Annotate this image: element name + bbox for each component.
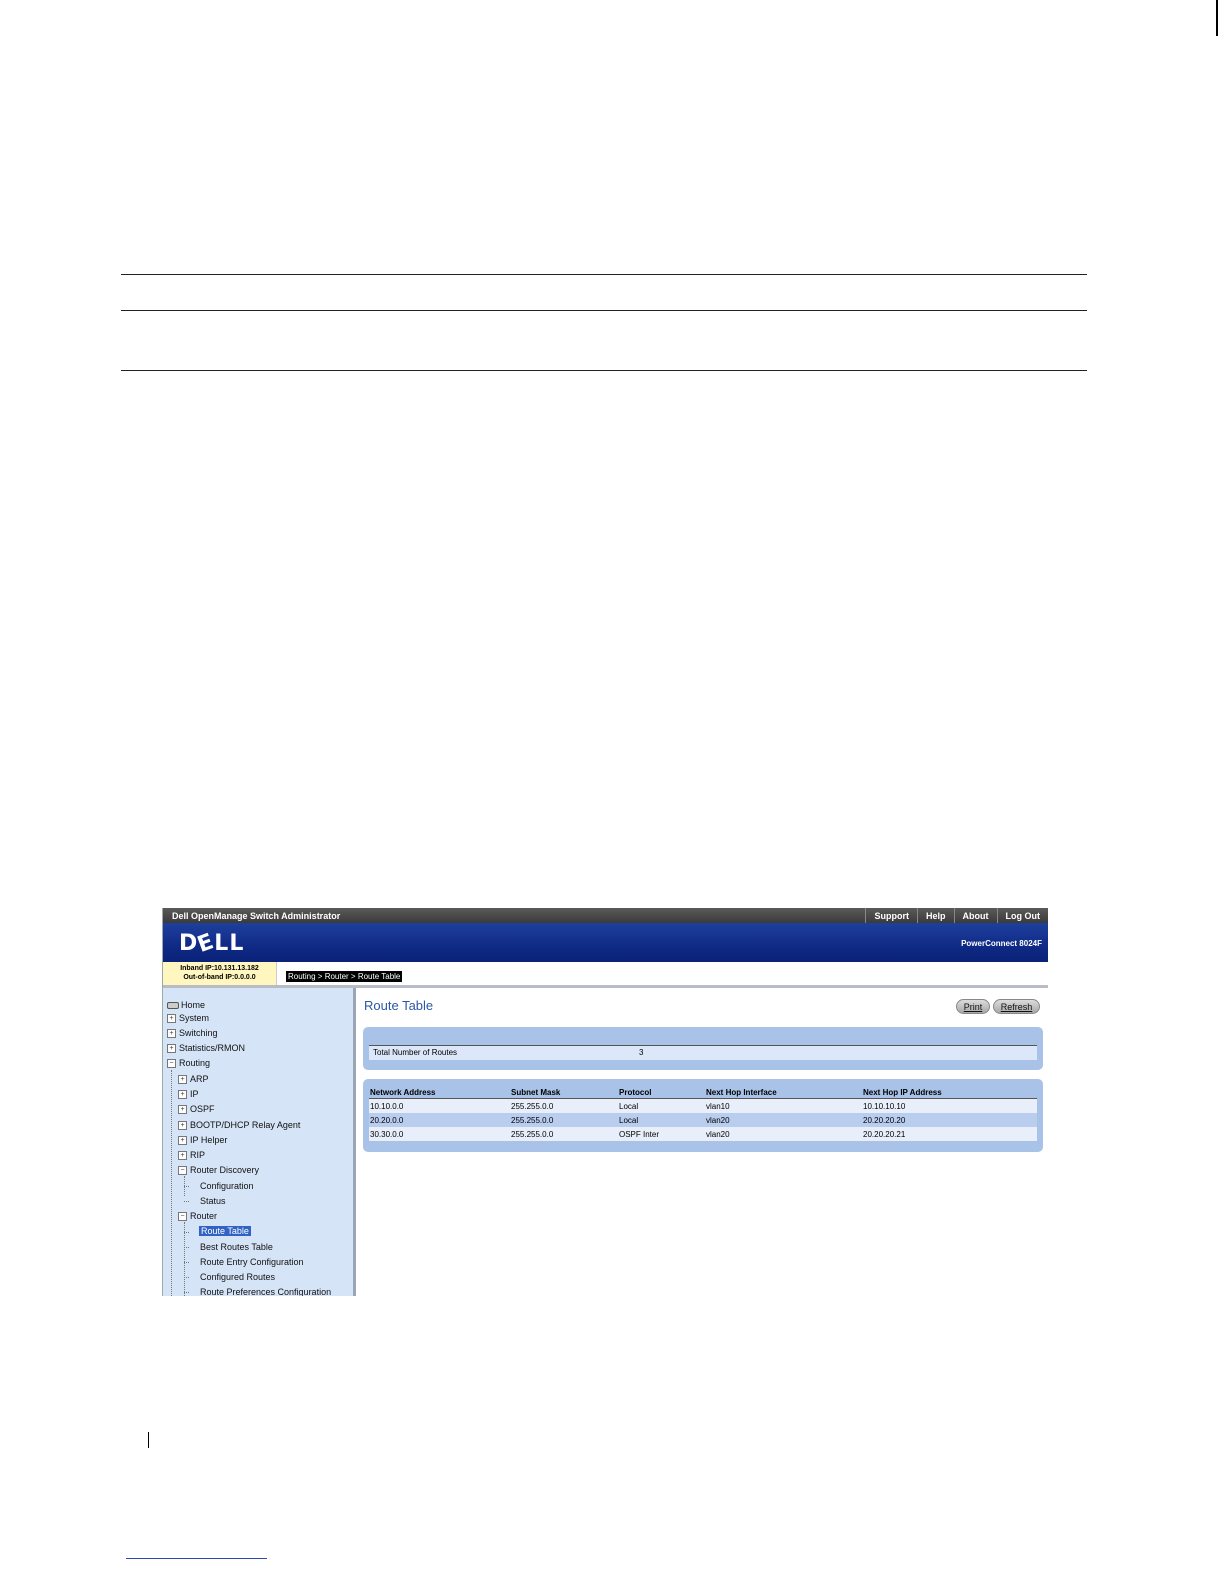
refresh-button[interactable]: Refresh	[993, 999, 1040, 1014]
outband-ip: Out-of-band IP:0.0.0.0	[183, 974, 256, 981]
sidebar-item-label: RIP	[190, 1150, 206, 1160]
summary-row	[369, 1045, 1037, 1060]
tree-line-router	[184, 1222, 185, 1296]
sidebar-item-home[interactable]	[167, 1000, 205, 1010]
sidebar-item-label: Statistics/RMON	[179, 1043, 246, 1053]
sidebar-item-label: Route Table	[201, 1226, 249, 1236]
support-link[interactable]: Support	[865, 908, 917, 923]
home-icon	[167, 1002, 179, 1009]
sidebar-item-label: Route Preferences Configuration	[200, 1287, 332, 1296]
footer-link-underline	[126, 1558, 267, 1559]
sidebar-item-configured-routes[interactable]	[200, 1272, 275, 1282]
table-cell: OSPF Inter	[618, 1127, 705, 1141]
col-network-address: Network Address	[369, 1086, 510, 1099]
app-title: Dell OpenManage Switch Administrator	[172, 910, 341, 921]
title-bar	[163, 908, 1048, 923]
sidebar-item-status[interactable]	[200, 1196, 226, 1206]
sidebar-item-label: Route Entry Configuration	[200, 1257, 304, 1267]
product-name: PowerConnect 8024F	[961, 939, 1042, 948]
expand-icon[interactable]: +	[178, 1121, 187, 1130]
sidebar-item-label: Status	[200, 1196, 226, 1206]
sidebar-item-label: Routing	[179, 1058, 211, 1068]
tree-tick	[184, 1262, 189, 1263]
tree-line-routing	[171, 1070, 172, 1296]
collapse-icon[interactable]: −	[178, 1166, 187, 1175]
summary-value: 3	[639, 1048, 644, 1057]
table-cell: 20.20.20.20	[862, 1113, 1037, 1127]
expand-icon[interactable]: +	[167, 1029, 176, 1038]
col-next-hop-ip: Next Hop IP Address	[862, 1086, 1037, 1099]
route-table-panel	[363, 1079, 1043, 1152]
col-protocol: Protocol	[618, 1086, 705, 1099]
sidebar-item-label: IP	[190, 1089, 199, 1099]
sidebar-item-label: OSPF	[190, 1104, 215, 1114]
breadcrumb: Routing > Router > Route Table	[288, 972, 401, 981]
collapse-icon[interactable]: −	[178, 1212, 187, 1221]
page-title: Route Table	[364, 998, 434, 1013]
table-cell: 255.255.0.0	[510, 1099, 618, 1114]
ip-info-box	[163, 962, 277, 985]
expand-icon[interactable]: +	[178, 1136, 187, 1145]
sidebar-item-route-entry[interactable]	[200, 1257, 304, 1267]
tree-tick	[184, 1186, 189, 1187]
expand-icon[interactable]: +	[178, 1151, 187, 1160]
table-cell: Local	[618, 1113, 705, 1127]
sidebar-item-label: IP Helper	[190, 1135, 228, 1145]
dell-logo: DELL	[179, 929, 245, 958]
table-cell: 20.20.0.0	[369, 1113, 510, 1127]
sidebar-item-switching[interactable]	[167, 1028, 218, 1038]
table-cell: 20.20.20.21	[862, 1127, 1037, 1141]
expand-icon[interactable]: +	[167, 1044, 176, 1053]
route-table	[369, 1086, 1037, 1141]
sidebar-item-label: System	[179, 1013, 210, 1023]
sidebar-item-best-routes[interactable]	[200, 1242, 273, 1252]
collapse-icon[interactable]: −	[167, 1059, 176, 1068]
header-rule-3	[121, 370, 1087, 371]
expand-icon[interactable]: +	[178, 1075, 187, 1084]
expand-icon[interactable]: +	[167, 1014, 176, 1023]
sidebar-item-label: Configured Routes	[200, 1272, 276, 1282]
header-rule-2	[121, 310, 1087, 311]
table-cell: Local	[618, 1099, 705, 1114]
sidebar-item-arp[interactable]	[178, 1074, 209, 1084]
sidebar-item-route-table[interactable]	[199, 1226, 251, 1236]
about-link[interactable]: About	[954, 908, 997, 923]
breadcrumb-area	[277, 962, 1048, 985]
help-link[interactable]: Help	[917, 908, 954, 923]
sidebar-item-label: Configuration	[200, 1181, 254, 1191]
col-next-hop-interface: Next Hop Interface	[705, 1086, 862, 1099]
table-row[interactable]	[369, 1099, 1037, 1114]
sidebar-item-router[interactable]	[178, 1211, 217, 1221]
sidebar-item-ip[interactable]	[178, 1089, 199, 1099]
top-links	[865, 908, 1048, 923]
page-margin-bar	[148, 1432, 149, 1448]
sidebar-item-rip[interactable]	[178, 1150, 205, 1160]
summary-panel	[363, 1027, 1043, 1070]
screenshot	[162, 908, 1048, 1296]
address-bar	[163, 962, 1048, 988]
tree-tick	[184, 1232, 189, 1233]
print-button[interactable]: Print	[956, 999, 990, 1014]
sidebar-nav	[163, 988, 356, 1296]
sidebar-item-route-prefs[interactable]	[200, 1287, 331, 1296]
sidebar-item-ip-helper[interactable]	[178, 1135, 227, 1145]
table-cell: 255.255.0.0	[510, 1113, 618, 1127]
content-area	[163, 988, 1048, 1296]
sidebar-item-label: BOOTP/DHCP Relay Agent	[190, 1120, 301, 1130]
summary-label: Total Number of Routes	[373, 1048, 458, 1057]
sidebar-item-statistics[interactable]	[167, 1043, 245, 1053]
table-cell: 10.10.0.0	[369, 1099, 510, 1114]
table-cell: vlan20	[705, 1127, 862, 1141]
table-cell: 255.255.0.0	[510, 1127, 618, 1141]
table-cell: vlan20	[705, 1113, 862, 1127]
sidebar-item-label: Switching	[179, 1028, 218, 1038]
inband-ip: Inband IP:10.131.13.182	[180, 965, 259, 972]
table-row[interactable]	[369, 1113, 1037, 1127]
banner	[163, 923, 1048, 962]
sidebar-item-bootp[interactable]	[178, 1120, 300, 1130]
table-row[interactable]	[369, 1127, 1037, 1141]
table-cell: 10.10.10.10	[862, 1099, 1037, 1114]
tree-tick	[184, 1247, 189, 1248]
sidebar-item-label: Home	[181, 1000, 206, 1010]
tree-tick	[184, 1201, 189, 1202]
sidebar-item-label: Router	[190, 1211, 218, 1221]
sidebar-item-label: Best Routes Table	[200, 1242, 273, 1252]
expand-icon[interactable]: +	[178, 1105, 187, 1114]
table-cell: 30.30.0.0	[369, 1127, 510, 1141]
sidebar-item-routing[interactable]	[167, 1058, 210, 1068]
table-header-row	[369, 1086, 1037, 1099]
header-rule-1	[121, 274, 1087, 275]
sidebar-item-configuration[interactable]	[200, 1181, 254, 1191]
tree-tick	[184, 1292, 189, 1293]
col-subnet-mask: Subnet Mask	[510, 1086, 618, 1099]
expand-icon[interactable]: +	[178, 1090, 187, 1099]
sidebar-item-system[interactable]	[167, 1013, 209, 1023]
tree-tick	[184, 1277, 189, 1278]
sidebar-item-label: ARP	[190, 1074, 209, 1084]
crop-mark-top-right	[1216, 0, 1218, 36]
logout-link[interactable]: Log Out	[997, 908, 1049, 923]
main-panel	[356, 988, 1048, 1296]
sidebar-item-router-discovery[interactable]	[178, 1165, 259, 1175]
sidebar-item-label: Router Discovery	[190, 1165, 260, 1175]
sidebar-item-ospf[interactable]	[178, 1104, 215, 1114]
table-cell: vlan10	[705, 1099, 862, 1114]
